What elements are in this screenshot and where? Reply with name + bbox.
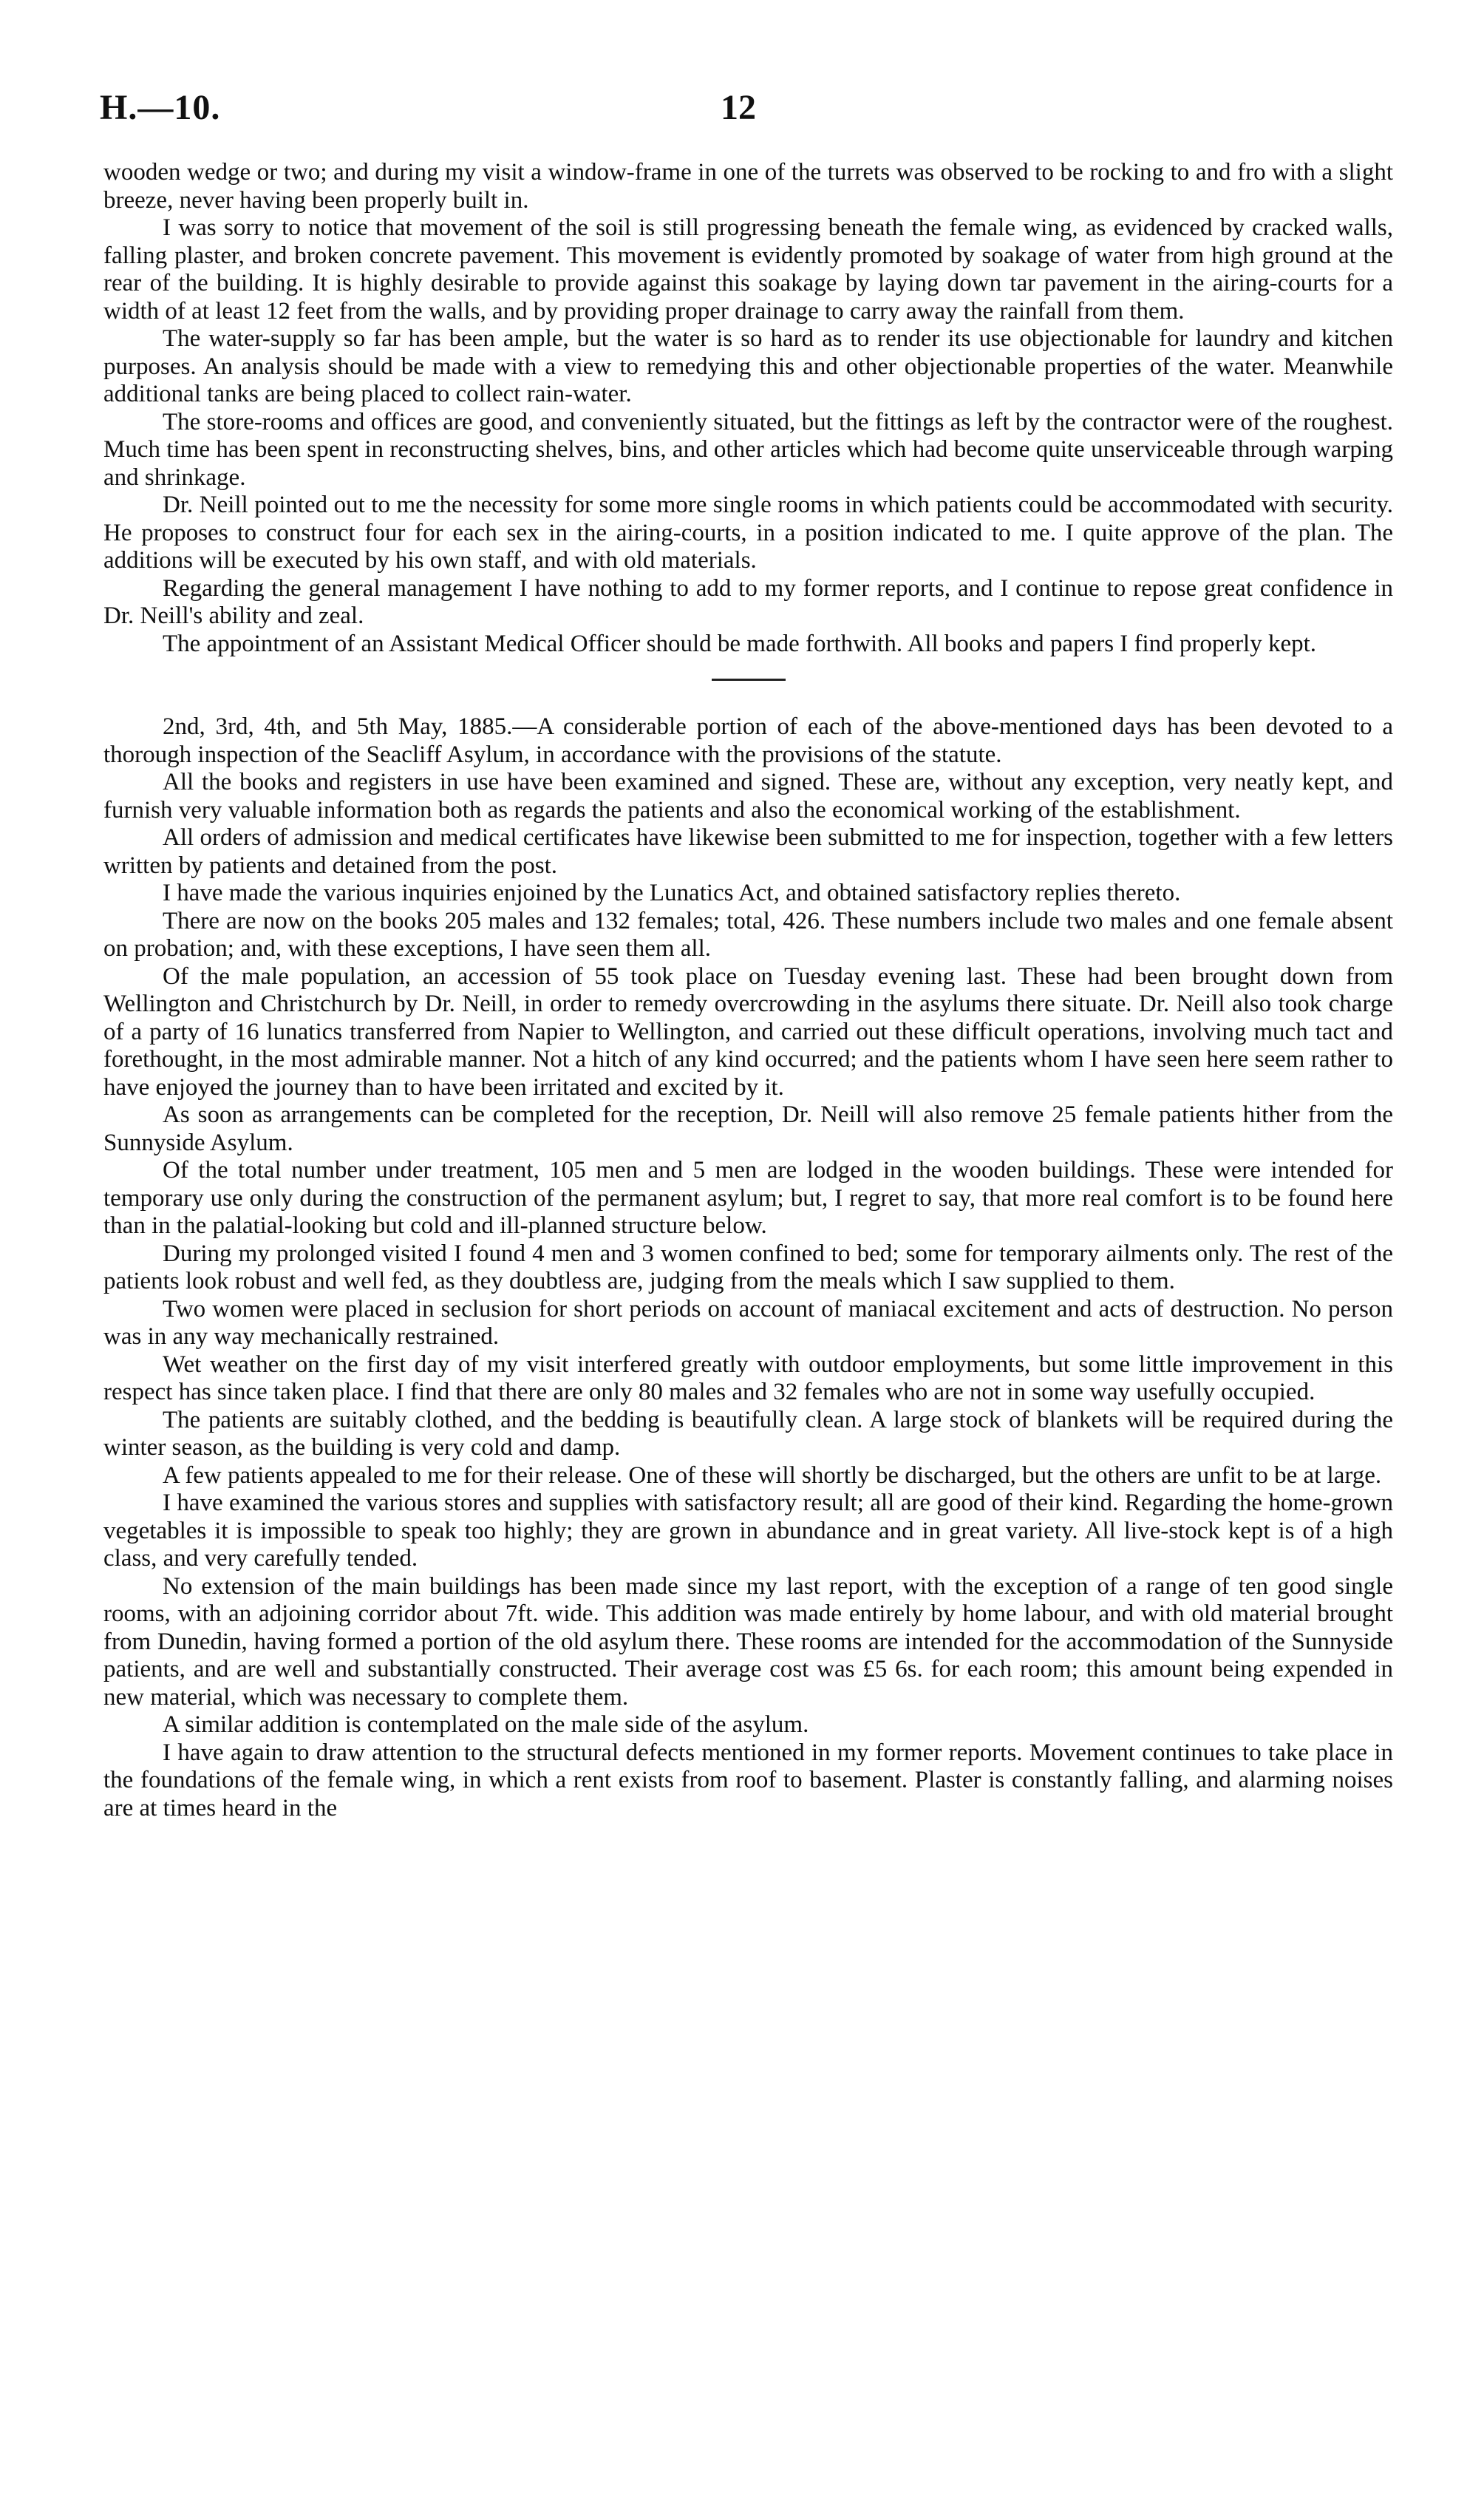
paragraph: A few patients appealed to me for their release. One of these will shortly be discharged, but the others are unfit to be at large. [163,1461,1382,1489]
paragraph: I have examined the various stores and supplies with satisfactory result; all are good of their kind. Regarding the home-grown vegetables it is impossible to speak too highly; they are grown in abundance and in great variety. All live-stock kept is of a high class, and very carefully tended. [103,1490,1393,1572]
page-reference: H.—10. [100,88,221,127]
paragraph: Dr. Neill pointed out to me the necessity for some more single rooms in which patients could be accommodated with security. He proposes to construct four for each sex in the airing-courts, in a position indicated to me. I quite approve of the plan. The additions will be executed by his own staff, and with old materials. [103,492,1393,574]
paragraph: I was sorry to notice that movement of the soil is still progressing beneath the female wing, as evidenced by cracked walls, falling plaster, and broken concrete pavement. This movement is evidently promoted by soakage of water from high ground at the rear of the building. It is highly desirable to provide against this soakage by laying down tar pavement in the airing-courts for a width of at least 12 feet from the walls, and by providing proper drainage to carry away the rainfall from them. [103,214,1393,325]
page-header [100,87,1400,132]
section-may-1885-report [103,713,1393,1822]
paragraph: Two women were placed in seclusion for short periods on account of maniacal excitement and acts of destruction. No person was in any way mechanically restrained. [103,1295,1393,1350]
paragraph: The store-rooms and offices are good, and conveniently situated, but the fittings as left by the contractor were of the roughest. Much time has been spent in reconstructing shelves, bins, and other articles which had become quite unserviceable through warping and shrinkage. [103,408,1393,491]
paragraph: There are now on the books 205 males and 132 females; total, 426. These numbers include two males and one female absent on probation; and, with these exceptions, I have seen them all. [103,907,1393,962]
paragraph: No extension of the main buildings has been made since my last report, with the exception of a range of ten good single rooms, with an adjoining corridor about 7ft. wide. This addition was made entirely by home labour, and with old material brought from Dunedin, having formed a portion of the old asylum there. These rooms are intended for the accommodation of the Sunnyside patients, and are well and substantially constructed. Their average cost was £5 6s. for each room; this amount being expended in new material, which was necessary to complete them. [103,1572,1393,1711]
paragraph: I have made the various inquiries enjoined by the Lunatics Act, and obtained satisfactory replies thereto. [163,880,1181,906]
paragraph: All orders of admission and medical certificates have likewise been submitted to me for inspection, together with a few letters written by patients and detained from the post. [103,824,1393,879]
dated-paragraph: 2nd, 3rd, 4th, and 5th May, 1885.—A considerable portion of each of the above-mentioned days has been devoted to a thorough inspection of the Seacliff Asylum, in accordance with the provisions of the statute. [103,713,1393,768]
paragraph: The water-supply so far has been ample, but the water is so hard as to render its use objectionable for laundry and kitchen purposes. An analysis should be made with a view to remedying this and other objectionable properties of the water. Meanwhile additional tanks are being placed to collect rain-water. [103,325,1393,407]
paragraph: The patients are suitably clothed, and the bedding is beautifully clean. A large stock of blankets will be required during the winter season, as the building is very cold and damp. [103,1406,1393,1461]
paragraph: A similar addition is contemplated on the male side of the asylum. [163,1711,809,1738]
section-continued-report [103,159,1393,658]
paragraph: Regarding the general management I have nothing to add to my former reports, and I continue to repose great confidence in Dr. Neill's ability and zeal. [103,574,1393,629]
paragraph: All the books and registers in use have been examined and signed. These are, without any exception, very neatly kept, and furnish very valuable information both as regards the patients and also the economical working of the establishment. [103,769,1393,824]
paragraph: Wet weather on the first day of my visit interfered greatly with outdoor employments, but some little improvement in this respect has since taken place. I find that there are only 80 males and 32 females who are not in some way usefully occupied. [103,1351,1393,1405]
paragraph: The appointment of an Assistant Medical Officer should be made forthwith. All books and papers I find properly kept. [163,630,1317,657]
paragraph: I have again to draw attention to the structural defects mentioned in my former reports. Movement continues to take place in the foundations of the female wing, in which a rent exists from roof to basement. Plaster is constantly falling, and alarming noises are at times heard in the [103,1739,1393,1821]
page-number: 12 [721,88,756,127]
document-body [103,159,1393,1822]
paragraph: Of the total number under treatment, 105 men and 5 men are lodged in the wooden buildings. These were intended for temporary use only during the construction of the permanent asylum; but, I regret to say, that more real comfort is to be found here than in the palatial-looking but cold and ill-planned structure below. [103,1157,1393,1239]
paragraph: During my prolonged visited I found 4 men and 3 women confined to bed; some for temporary ailments only. The rest of the patients look robust and well fed, as they doubtless are, judging from the meals which I saw supplied to them. [103,1240,1393,1294]
paragraph: wooden wedge or two; and during my visit a window-frame in one of the turrets was observed to be rocking to and fro with a slight breeze, never having been properly built in. [103,159,1393,214]
section-divider [712,679,786,681]
paragraph: As soon as arrangements can be completed for the reception, Dr. Neill will also remove 25 female patients hither from the Sunnyside Asylum. [103,1101,1393,1156]
paragraph: Of the male population, an accession of 55 took place on Tuesday evening last. These had been brought down from Wellington and Christchurch by Dr. Neill, in order to remedy overcrowding in the asylums there situate. Dr. Neill also took charge of a party of 16 lunatics transferred from Napier to Wellington, and carried out these difficult operations, involving much tact and forethought, in the most admirable manner. Not a hitch of any kind occurred; and the patients whom I have seen here seem rather to have enjoyed the journey than to have been irritated and excited by it. [103,962,1393,1101]
